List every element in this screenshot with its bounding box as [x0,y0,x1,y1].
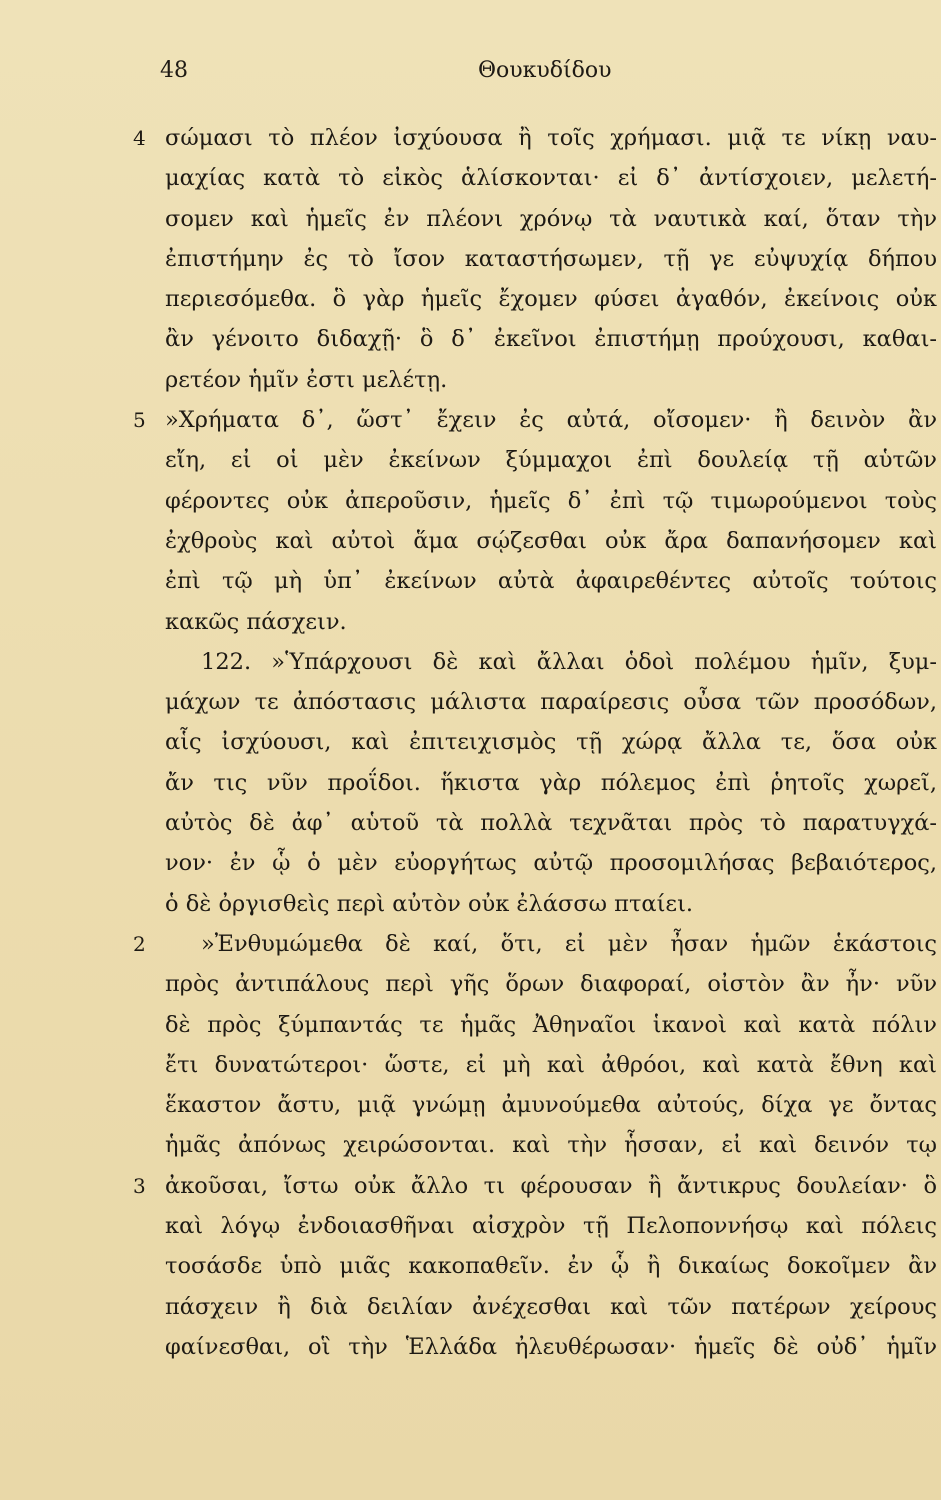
text-line [165,763,937,803]
line-text: σομεν καὶ ἡμεῖς ἐν πλέονι χρόνῳ τὰ ναυτικὰ καί, ὅταν τὴν [165,205,937,232]
line-text: καὶ λόγῳ ἐνδοιασθῆναι αἰσχρὸν τῇ Πελοποννήσῳ καὶ πόλεις [165,1213,937,1240]
text-line [165,360,937,400]
text-line [165,722,937,762]
line-text: κακῶς πάσχειν. [165,608,347,635]
page-number: 48 [160,58,188,83]
line-text: νον· ἐν ᾧ ὁ μὲν εὐοργήτως αὐτῷ προσομιλήσας βεβαιότερος, [165,850,937,877]
text-line [165,279,937,319]
text-line [165,481,937,521]
line-text: τοσάσδε ὑπὸ μιᾶς κακοπαθεῖν. ἐν ᾧ ἢ δικαίως δοκοῖμεν ἂν [165,1253,937,1280]
line-text: ἐπὶ τῷ μὴ ὑπ᾽ ἐκείνων αὐτὰ ἀφαιρεθέντες αὐτοῖς τούτοις [165,568,937,595]
line-text: φαίνεσθαι, οἳ τὴν Ἑλλάδα ἠλευθέρωσαν· ἡμεῖς δὲ οὐδ᾽ ἡμῖν [165,1333,937,1360]
text-line [165,1327,937,1367]
text-line [165,1005,937,1045]
margin-section-number: 3 [133,1173,146,1198]
line-text: περιεσόμεθα. ὃ γὰρ ἡμεῖς ἔχομεν φύσει ἀγαθόν, ἐκείνοις οὐκ [165,286,937,313]
line-text: μαχίας κατὰ τὸ εἰκὸς ἁλίσκονται· εἰ δ᾽ ἀντίσχοιεν, μελετή- [165,165,937,192]
line-text: μάχων τε ἀπόστασις μάλιστα παραίρεσις οὖσα τῶν προσόδων, [165,689,937,716]
text-line [165,884,937,924]
line-text: ἐπιστήμην ἐς τὸ ἴσον καταστήσωμεν, τῇ γε εὐψυχίᾳ δήπου [165,245,937,272]
text-line [165,1085,937,1125]
line-text: πρὸς ἀντιπάλους περὶ γῆς ὅρων διαφοραί, οἰστὸν ἂν ἦν· νῦν [165,971,937,998]
text-line [165,1246,937,1286]
line-text: ἄν τις νῦν προΐδοι. ἥκιστα γὰρ πόλεμος ἐπὶ ῥητοῖς χωρεῖ, [165,769,937,796]
text-line [165,1045,937,1085]
line-text: πάσχειν ἢ διὰ δειλίαν ἀνέχεσθαι καὶ τῶν πατέρων χείρους [165,1293,937,1320]
line-text: ἡμᾶς ἀπόνως χειρώσονται. καὶ τὴν ἧσσαν, εἰ καὶ δεινόν τῳ [165,1132,937,1159]
line-text: εἴη, εἰ οἱ μὲν ἐκείνων ξύμμαχοι ἐπὶ δουλείᾳ τῇ αὑτῶν [165,447,937,474]
text-line [133,924,937,964]
line-text: ρετέον ἡμῖν ἐστι μελέτῃ. [165,366,448,393]
text-line [165,440,937,480]
margin-section-number: 2 [133,931,146,956]
line-text: φέροντες οὐκ ἀπεροῦσιν, ἡμεῖς δ᾽ ἐπὶ τῷ τιμωρούμενοι τοὺς [165,487,937,514]
text-line [165,682,937,722]
margin-section-number: 5 [133,408,146,433]
text-line [165,803,937,843]
line-text: δὲ πρὸς ξύμπαντάς τε ἡμᾶς Ἀθηναῖοι ἱκανοὶ καὶ κατὰ πόλιν [165,1011,937,1038]
text-line [165,1287,937,1327]
margin-section-number: 4 [133,126,146,150]
text-line [133,400,937,440]
line-text: ἕκαστον ἄστυ, μιᾷ γνώμῃ ἀμυνούμεθα αὐτούς, δίχα γε ὄντας [165,1092,937,1119]
text-line [165,158,937,198]
page-header [0,58,941,92]
text-line [165,521,937,561]
text-line [165,561,937,601]
text-line [165,1206,937,1246]
line-text: ἔτι δυνατώτεροι· ὥστε, εἰ μὴ καὶ ἀθρόοι, καὶ κατὰ ἔθνη καὶ [165,1051,937,1078]
line-text: »Χρήματα δ᾽, ὥστ᾽ ἔχειν ἐς αὐτά, οἴσομεν· ἢ δεινὸν ἂν [165,407,937,434]
line-text: σώμασι τὸ πλέον ἰσχύουσα ἢ τοῖς χρήμασι. μιᾷ τε νίκῃ ναυ- [165,125,937,151]
line-text: αὐτὸς δὲ ἀφ᾽ αὑτοῦ τὰ πολλὰ τεχνᾶται πρὸς τὸ παρατυγχά- [165,810,937,837]
running-head: Θουκυδίδου [478,58,612,83]
text-line [133,118,937,158]
line-text: 122. »Ὑπάρχουσι δὲ καὶ ἄλλαι ὁδοὶ πολέμου ἡμῖν, ξυμ- [201,648,937,675]
line-text: ἀκοῦσαι, ἴστω οὐκ ἄλλο τι φέρουσαν ἢ ἄντικρυς δουλείαν· ὃ [165,1172,937,1199]
body-text [133,118,937,1367]
text-line [165,964,937,1004]
text-line [165,239,937,279]
text-line [165,642,937,682]
line-text: αἷς ἰσχύουσι, καὶ ἐπιτειχισμὸς τῇ χώρᾳ ἄλλα τε, ὅσα οὐκ [165,729,937,756]
text-line [133,1166,937,1206]
text-line [165,199,937,239]
text-line [165,1125,937,1165]
line-text: ἐχθροὺς καὶ αὐτοὶ ἅμα σῴζεσθαι οὐκ ἄρα δαπανήσομεν καὶ [165,527,937,554]
text-line [165,602,937,642]
line-text: ὁ δὲ ὀργισθεὶς περὶ αὐτὸν οὐκ ἐλάσσω πταίει. [165,890,694,917]
line-text: »Ἐνθυμώμεθα δὲ καί, ὅτι, εἰ μὲν ἦσαν ἡμῶν ἑκάστοις [201,930,937,957]
line-text: ἂν γένοιτο διδαχῇ· ὃ δ᾽ ἐκεῖνοι ἐπιστήμῃ προύχουσι, καθαι- [165,326,937,353]
text-line [165,843,937,883]
text-line [165,319,937,359]
